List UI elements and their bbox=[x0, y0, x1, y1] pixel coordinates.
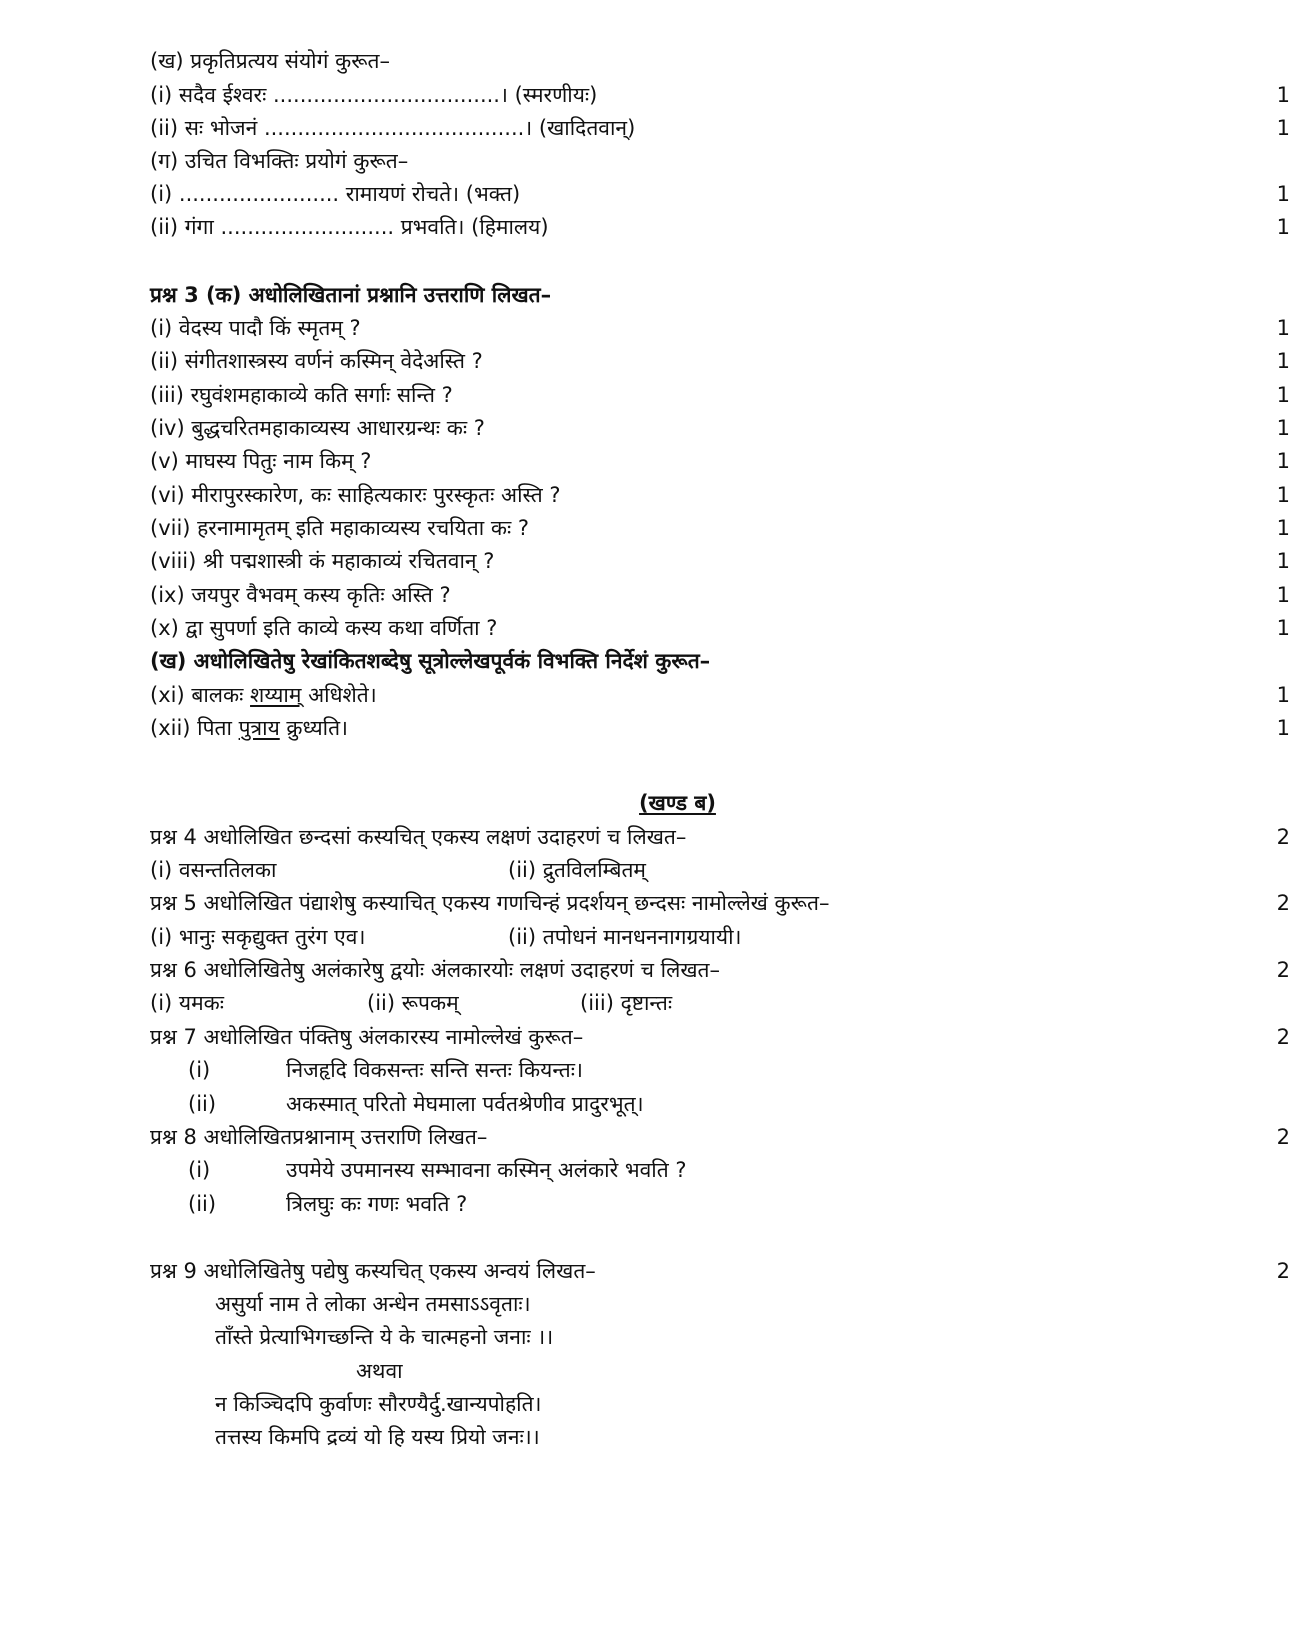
q3-item: (vi) मीरापुरस्कारेण, कः साहित्यकारः पुरस्कृतः अस्ति ? 1 bbox=[150, 478, 1275, 512]
marks: 1 bbox=[1276, 116, 1290, 140]
marks: 1 bbox=[1276, 516, 1290, 540]
q9: प्रश्न 9 अधोलिखितेषु पद्येषु कस्यचित् एकस्य अन्वयं लिखत– 2 bbox=[150, 1254, 1275, 1288]
q5: प्रश्न 5 अधोलिखित पंद्याशेषु कस्याचित् एकस्य गणचिन्हं प्रदर्शयन् छन्दसः नामोल्लेखं कुरूत– 2 bbox=[150, 886, 1275, 920]
q2-kha-item: (ii) सः भोजनं .......................................। (खादितवान्) 1 bbox=[150, 111, 1275, 145]
q8-item: (ii) त्रिलघुः कः गणः भवति ? bbox=[188, 1192, 468, 1216]
marks: 1 bbox=[1276, 83, 1290, 107]
q3-item: (ix) जयपुर वैभवम् कस्य कृतिः अस्ति ? 1 bbox=[150, 578, 1275, 612]
q8: प्रश्न 8 अधोलिखितप्रश्नानाम् उत्तराणि लिखत– 2 bbox=[150, 1120, 1275, 1154]
marks: 1 bbox=[1276, 316, 1290, 340]
marks: 2 bbox=[1276, 1259, 1290, 1283]
marks: 1 bbox=[1276, 383, 1290, 407]
marks: 1 bbox=[1276, 716, 1290, 740]
q2-ga-item: (i) ........................ रामायणं रोचते। (भक्त) 1 bbox=[150, 177, 1275, 211]
q3-item: (v) माघस्य पितुः नाम किम् ? 1 bbox=[150, 444, 1275, 478]
q2-kha-item: (i) सदैव ईश्वरः ..................................। (स्मरणीयः) 1 bbox=[150, 78, 1275, 112]
marks: 2 bbox=[1276, 958, 1290, 982]
q3-item: (i) वेदस्य पादौ किं स्मृतम् ? 1 bbox=[150, 311, 1275, 345]
q3-item: (ii) संगीतशास्त्रस्य वर्णनं कस्मिन् वेदेअस्ति ? 1 bbox=[150, 344, 1275, 378]
q3-kha-heading: (ख) अधोलिखितेषु रेखांकितशब्देषु सूत्रोल्लेखपूर्वकं विभक्ति निर्देशं कुरूत– bbox=[150, 649, 711, 673]
marks: 1 bbox=[1276, 349, 1290, 373]
q3-item: (iii) रघुवंशमहाकाव्ये कति सर्गाः सन्ति ? 1 bbox=[150, 378, 1275, 412]
or-label: अथवा bbox=[356, 1359, 403, 1383]
q3-heading: प्रश्न 3 (क) अधोलिखितानां प्रश्नानि उत्तराणि लिखत– bbox=[150, 283, 552, 307]
marks: 1 bbox=[1276, 215, 1290, 239]
verse-line: असुर्या नाम ते लोका अन्धेन तमसाऽऽवृताः। bbox=[215, 1292, 531, 1316]
q5-options: (i) भानुः सकृद्युक्त तुरंग एव। (ii) तपोधनं मानधननागग्रयायी। bbox=[150, 925, 742, 949]
marks: 1 bbox=[1276, 182, 1290, 206]
marks: 1 bbox=[1276, 583, 1290, 607]
q3-item: (x) द्वा सुपर्णा इति काव्ये कस्य कथा वर्णिता ? 1 bbox=[150, 611, 1275, 645]
underlined-word: पुत्राय bbox=[238, 716, 280, 740]
verse-line: तत्तस्य किमपि द्रव्यं यो हि यस्य प्रियो जनः।। bbox=[215, 1425, 540, 1449]
q4: प्रश्न 4 अधोलिखित छन्दसां कस्यचित् एकस्य लक्षणं उदाहरणं च लिखत– 2 bbox=[150, 820, 1275, 854]
verse-line: ताँस्ते प्रेत्याभिगच्छन्ति ये के चात्महनो जनाः ।। bbox=[215, 1325, 554, 1349]
verse-line: न किञ्चिदपि कुर्वाणः सौरण्यैर्दु.खान्यपोहति। bbox=[215, 1392, 542, 1416]
underlined-word: शय्याम् bbox=[250, 683, 302, 707]
marks: 1 bbox=[1276, 416, 1290, 440]
q3-item-xii: (xii) पिता पुत्राय क्रुध्यति। 1 bbox=[150, 711, 1275, 745]
marks: 1 bbox=[1276, 683, 1290, 707]
q7-item: (i) निजहृदि विकसन्तः सन्ति सन्तः कियन्तः। bbox=[188, 1058, 583, 1082]
q3-item: (vii) हरनामामृतम् इति महाकाव्यस्य रचयिता कः ? 1 bbox=[150, 511, 1275, 545]
marks: 2 bbox=[1276, 1025, 1290, 1049]
marks: 1 bbox=[1276, 483, 1290, 507]
q3-item: (iv) बुद्धचरितमहाकाव्यस्य आधारग्रन्थः कः ? 1 bbox=[150, 411, 1275, 445]
q3-item: (viii) श्री पद्मशास्त्री कं महाकाव्यं रचितवान् ? 1 bbox=[150, 544, 1275, 578]
section-b-title: (खण्ड ब) bbox=[639, 791, 716, 815]
q2-ga-item: (ii) गंगा .......................... प्रभवति। (हिमालय) 1 bbox=[150, 210, 1275, 244]
marks: 1 bbox=[1276, 616, 1290, 640]
q6-options: (i) यमकः (ii) रूपकम् (iii) दृष्टान्तः bbox=[150, 991, 673, 1015]
q4-options: (i) वसन्ततिलका (ii) द्रुतविलम्बितम् bbox=[150, 858, 646, 882]
q6: प्रश्न 6 अधोलिखितेषु अलंकारेषु द्वयोः अंलकारयोः लक्षणं उदाहरणं च लिखत– 2 bbox=[150, 953, 1275, 987]
q2-kha-heading: (ख) प्रकृतिप्रत्यय संयोगं कुरूत– bbox=[150, 49, 391, 73]
q3-item-xi: (xi) बालकः शय्याम् अधिशेते। 1 bbox=[150, 678, 1275, 712]
q7: प्रश्न 7 अधोलिखित पंक्तिषु अंलकारस्य नामोल्लेखं कुरूत– 2 bbox=[150, 1020, 1275, 1054]
marks: 2 bbox=[1276, 891, 1290, 915]
q8-item: (i) उपमेये उपमानस्य सम्भावना कस्मिन् अलंकारे भवति ? bbox=[188, 1158, 687, 1182]
q2-ga-heading: (ग) उचित विभक्तिः प्रयोगं कुरूत– bbox=[150, 149, 409, 173]
marks: 1 bbox=[1276, 449, 1290, 473]
marks: 2 bbox=[1276, 825, 1290, 849]
marks: 1 bbox=[1276, 549, 1290, 573]
q7-item: (ii) अकस्मात् परितो मेघमाला पर्वतश्रेणीव प्रादुरभूत्। bbox=[188, 1092, 644, 1116]
marks: 2 bbox=[1276, 1125, 1290, 1149]
